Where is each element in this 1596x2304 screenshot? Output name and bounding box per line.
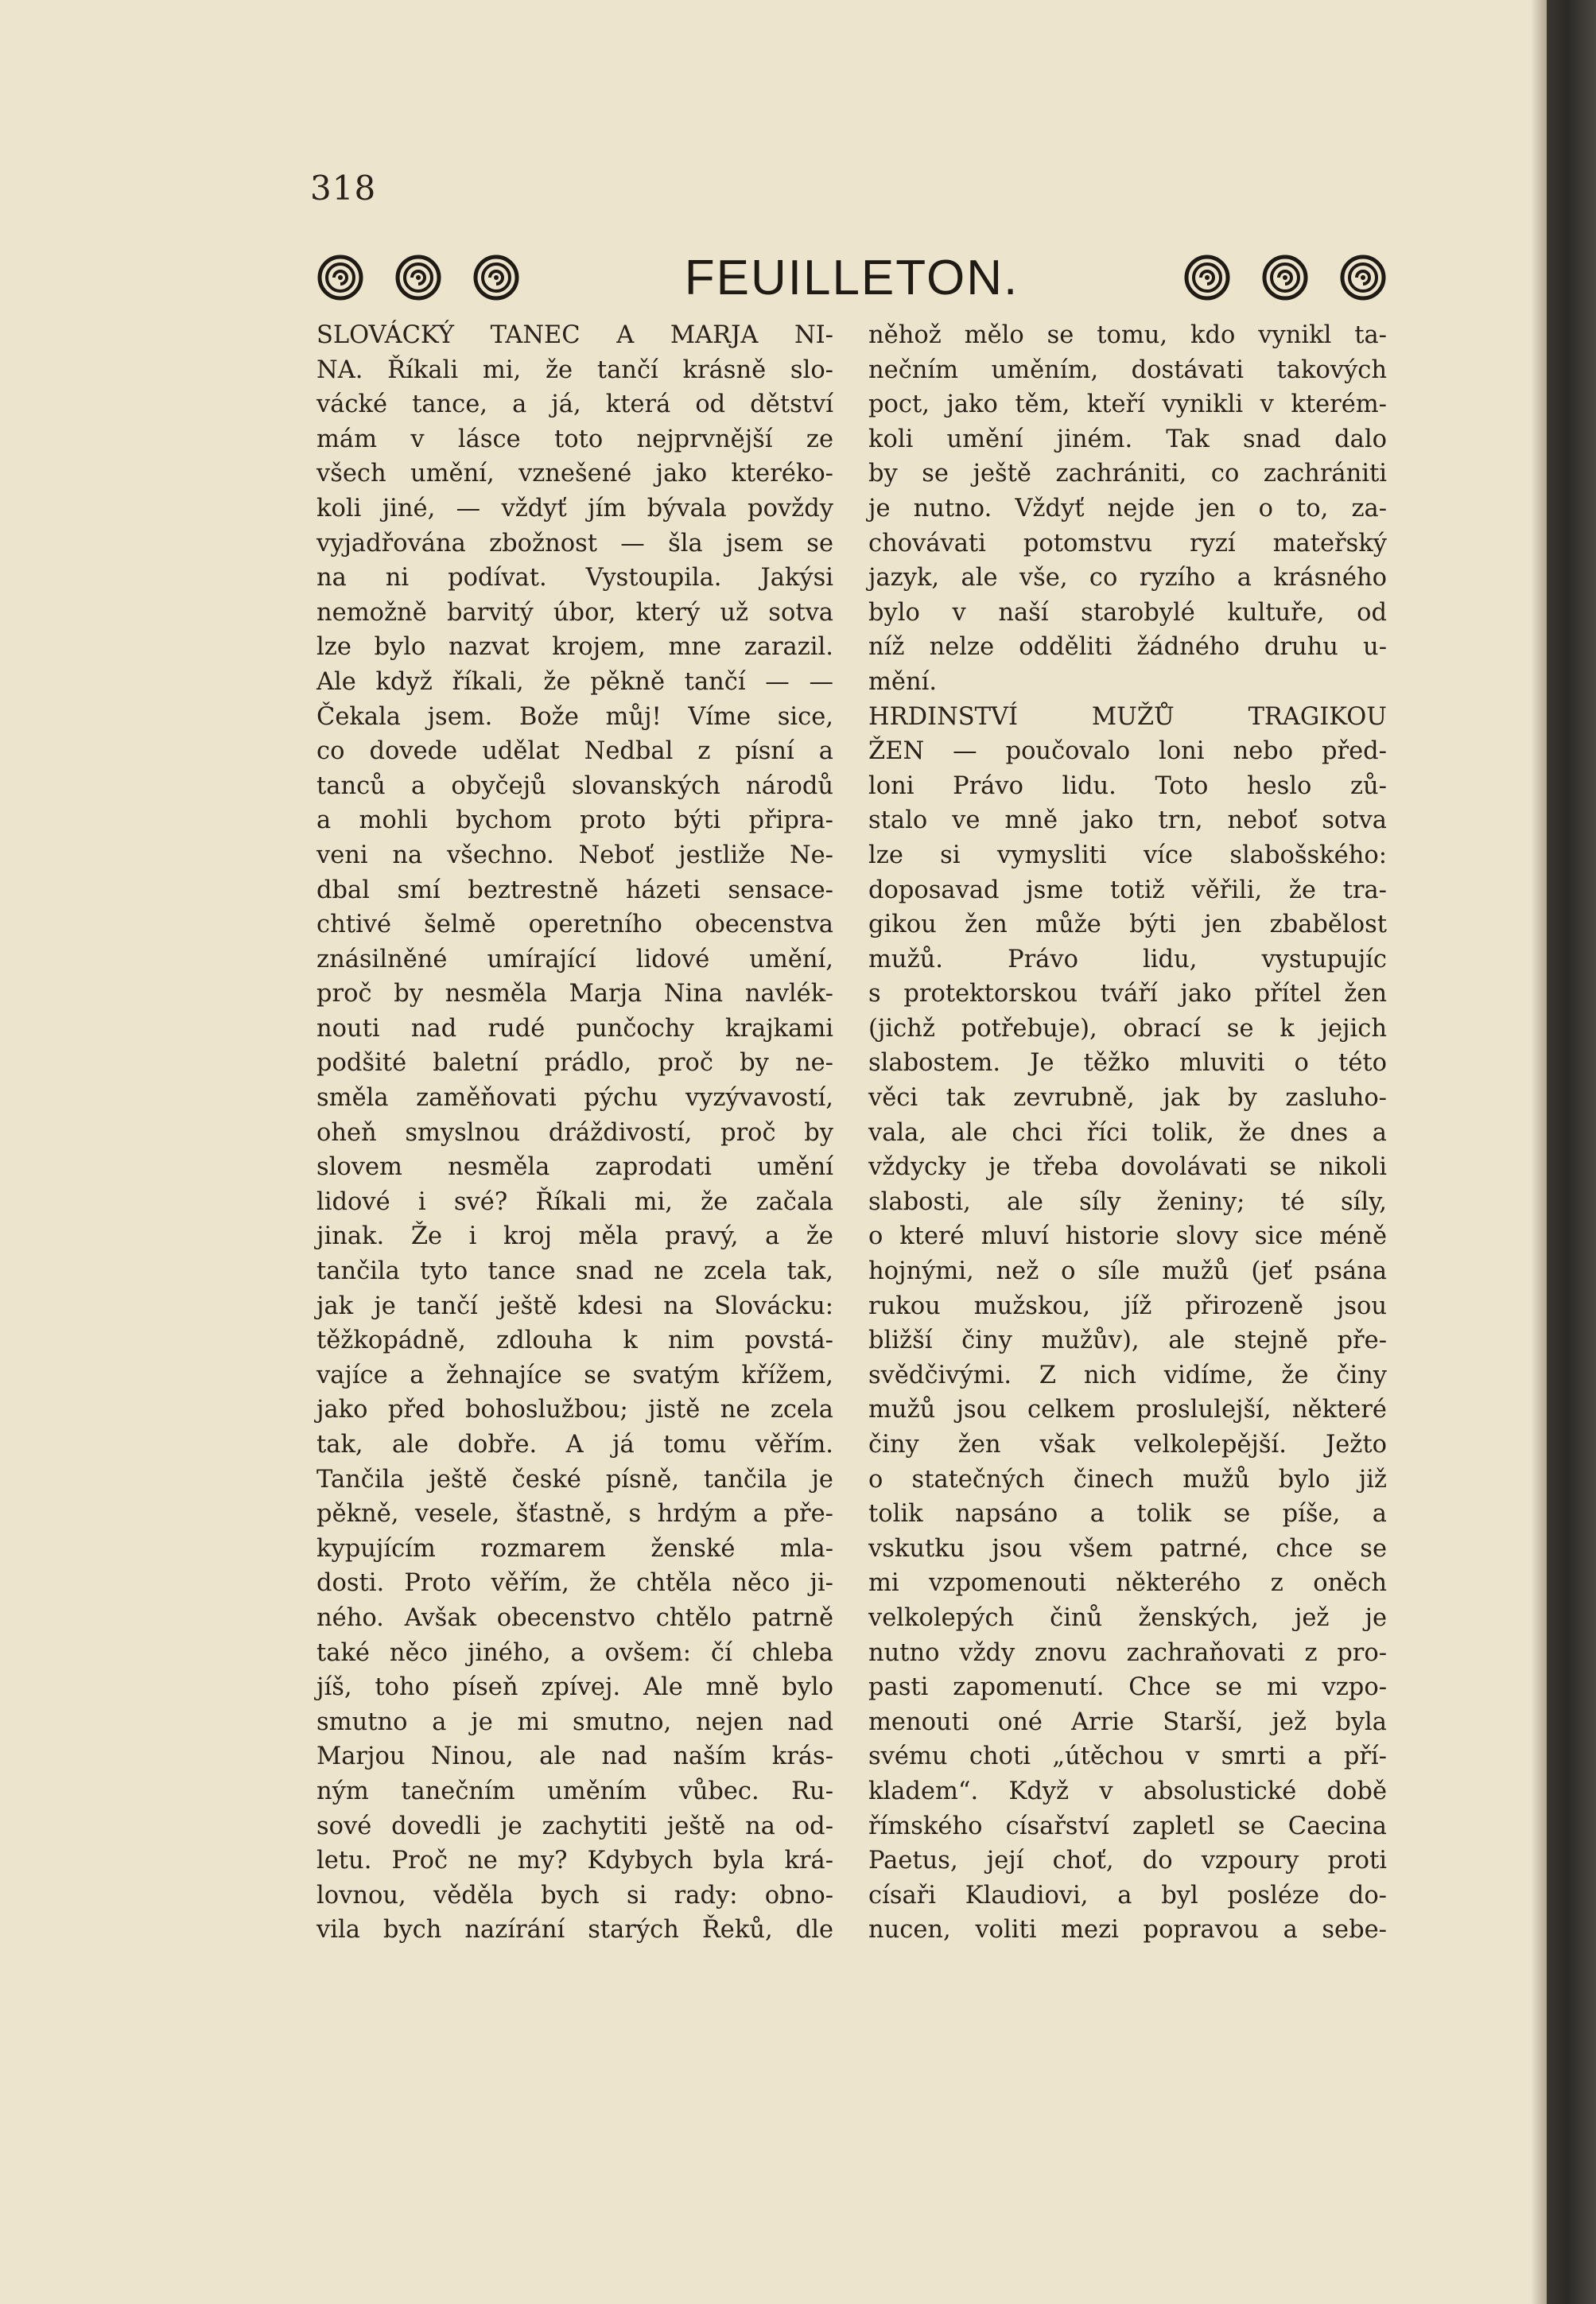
text-line: vskutku jsou všem patrné, chce se [868,1534,1387,1563]
text-line: kladem“. Když v absolustické době [868,1777,1387,1805]
text-line: hojnými, než o síle mužů (jeť psána [868,1257,1387,1286]
text-line: jak je tančí ještě kdesi na Slovácku: [316,1292,833,1320]
text-line: nouti nad rudé punčochy krajkami [316,1014,833,1043]
text-line: mužů jsou celkem proslulejší, některé [868,1396,1387,1424]
text-line: na ni podívat. Vystoupila. Jakýsi [316,564,833,593]
text-line: bližší činy mužův), ale stejně pře- [868,1327,1387,1355]
text-line: věci tak zevrubně, jak by zasluho- [868,1084,1387,1113]
left-column [316,318,833,1988]
text-line: co dovede udělat Nedbal z písní a [316,737,833,766]
text-line: slabosti, ale síly ženiny; té síly, [868,1187,1387,1216]
text-line: SLOVÁCKÝ TANEC A MARJA NI- [316,321,833,349]
text-line: NA. Říkali mi, že tančí krásně slo- [316,356,833,384]
text-line: rukou mužskou, jíž přirozeně jsou [868,1292,1387,1320]
text-line: je nutno. Vždyť nejde jen o to, za- [868,494,1387,523]
section-header [316,251,1387,303]
text-line: tanců a obyčejů slovanských národů [316,771,833,800]
text-line: mění. [868,667,938,696]
text-line: císaři Klaudiovi, a byl posléze do- [868,1881,1387,1910]
text-line: jíš, toho píseň zpívej. Ale mně bylo [316,1673,833,1702]
text-line: oheň smyslnou dráždivostí, proč by [316,1118,833,1147]
text-line: Tančila ještě české písně, tančila je [316,1465,833,1494]
text-line: dosti. Proto věřím, že chtěla něco ji- [316,1569,833,1598]
text-line: Paetus, její choť, do vzpoury proti [868,1847,1387,1875]
text-line: podšité baletní prádlo, proč by ne- [316,1049,833,1078]
text-line: loni Právo lidu. Toto heslo zů- [868,771,1387,800]
section-title: FEUILLETON. [684,251,1019,305]
text-line: stalo ve mně jako trn, neboť sotva [868,806,1387,835]
text-line: lovnou, věděla bych si rady: obno- [316,1881,833,1910]
text-line: o které mluví historie slovy sice méně [868,1222,1387,1251]
text-line: mám v lásce toto nejprvnější ze [316,425,833,453]
text-line: římského císařství zapletl se Caecina [868,1812,1387,1840]
text-line: jazyk, ale vše, co ryzího a krásného [868,564,1387,593]
text-line: znásilněné umírající lidové umění, [316,945,833,973]
text-line: nemožně barvitý úbor, který už sotva [316,598,833,627]
text-line: nečním uměním, dostávati takových [868,356,1387,384]
text-line: vyjadřována zbožnost — šla jsem se [316,529,833,558]
text-line: slabostem. Je těžko mluviti o této [868,1049,1387,1078]
page-edge-shade [1531,0,1547,2304]
text-line: pasti zapomenutí. Chce se mi vzpo- [868,1673,1387,1702]
text-line: bylo v naší starobylé kultuře, od [868,598,1387,627]
text-line: koli umění jiném. Tak snad dalo [868,425,1387,453]
text-line: tak, ale dobře. A já tomu věřím. [316,1431,833,1459]
spiral-rosette-icon [1261,254,1309,301]
text-line: chovávati potomstvu ryzí mateřský [868,529,1387,558]
text-line: Marjou Ninou, ale nad naším krás- [316,1743,833,1771]
text-line: mužů. Právo lidu, vystupujíc [868,945,1387,973]
text-line: lidové i své? Říkali mi, že začala [316,1187,833,1216]
text-line: dbal smí beztrestně házeti sensace- [316,876,833,904]
text-line: svému choti „útěchou v smrti a pří- [868,1743,1387,1771]
text-line: a mohli bychom proto býti připra- [316,806,833,835]
text-line: lze si vymysliti více slabošského: [868,841,1387,869]
text-line: nutno vždy znovu zachraňovati z pro- [868,1638,1387,1667]
text-line: o statečných činech mužů bylo již [868,1465,1387,1494]
text-line: kypujícím rozmarem ženské mla- [316,1534,833,1563]
text-line: poct, jako těm, kteří vynikli v kterém- [868,390,1387,419]
text-line: jako před bohoslužbou; jistě ne zcela [316,1396,833,1424]
text-line: smutno a je mi smutno, nejen nad [316,1708,833,1736]
text-line: směla zaměňovati pýchu vyzývavostí, [316,1084,833,1113]
text-line: chtivé šelmě operetního obecenstva [316,911,833,939]
text-line: vždycky je třeba dovolávati se nikoli [868,1153,1387,1182]
text-line: vácké tance, a já, která od dětství [316,390,833,419]
text-line: Ale když říkali, že pěkně tančí — — [316,667,833,696]
page-number: 318 [310,169,377,208]
text-line: těžkopádně, zdlouha k nim povstá- [316,1327,833,1355]
spiral-rosette-icon [1339,254,1387,301]
text-line: proč by nesměla Marja Nina navlék- [316,980,833,1008]
text-line: tančila tyto tance snad ne zcela tak, [316,1257,833,1286]
text-line: tolik napsáno a tolik se píše, a [868,1500,1387,1529]
text-line: vala, ale chci říci tolik, že dnes a [868,1118,1387,1147]
text-line: veni na všechno. Neboť jestliže Ne- [316,841,833,869]
text-line: vila bych nazírání starých Řeků, dle [316,1916,833,1945]
text-line: všech umění, vznešené jako kteréko- [316,460,833,488]
right-ornaments [1183,254,1387,301]
text-line: něhož mělo se tomu, kdo vynikl ta- [868,321,1387,349]
text-line: jinak. Že i kroj měla pravý, a že [316,1222,833,1251]
text-line: gikou žen může býti jen zbabělost [868,911,1387,939]
text-line: ného. Avšak obecenstvo chtělo patrně [316,1603,833,1632]
text-line: slovem nesměla zaprodati umění [316,1153,833,1182]
text-line: ným tanečním uměním vůbec. Ru- [316,1777,833,1805]
text-line: také něco jiného, a ovšem: čí chleba [316,1638,833,1667]
text-line: mi vzpomenouti některého z oněch [868,1569,1387,1598]
text-line: by se ještě zachrániti, co zachrániti [868,460,1387,488]
text-line: svědčivými. Z nich vidíme, že činy [868,1361,1387,1389]
text-line: sové dovedli je zachytiti ještě na od- [316,1812,833,1840]
text-line: lze bylo nazvat krojem, mne zarazil. [316,633,833,662]
text-line: (jichž potřebuje), obrací se k jejich [868,1014,1387,1043]
text-line: doposavad jsme totiž věřili, že tra- [868,876,1387,904]
text-line: vajíce a žehnajíce se svatým křížem, [316,1361,833,1389]
text-line: s protektorskou tváří jako přítel žen [868,980,1387,1008]
spiral-rosette-icon [1183,254,1231,301]
text-line: Čekala jsem. Bože můj! Víme sice, [316,702,833,731]
text-line: ŽEN — poučovalo loni nebo před- [868,737,1387,766]
right-column [868,318,1387,1988]
text-line: koli jiné, — vždyť jím bývala povždy [316,494,833,523]
text-line: menouti oné Arrie Starší, jež byla [868,1708,1387,1736]
book-binding-shadow [1547,0,1596,2304]
text-line: níž nelze odděliti žádného druhu u- [868,633,1387,662]
text-line: pěkně, vesele, šťastně, s hrdým a pře- [316,1500,833,1529]
text-line: velkolepých činů ženských, jež je [868,1603,1387,1632]
text-line: činy žen však velkolepější. Ježto [868,1431,1387,1459]
text-line: letu. Proč ne my? Kdybych byla krá- [316,1847,833,1875]
text-line: HRDINSTVÍ MUŽŮ TRAGIKOU [868,702,1387,731]
text-line: nucen, voliti mezi popravou a sebe- [868,1916,1387,1945]
